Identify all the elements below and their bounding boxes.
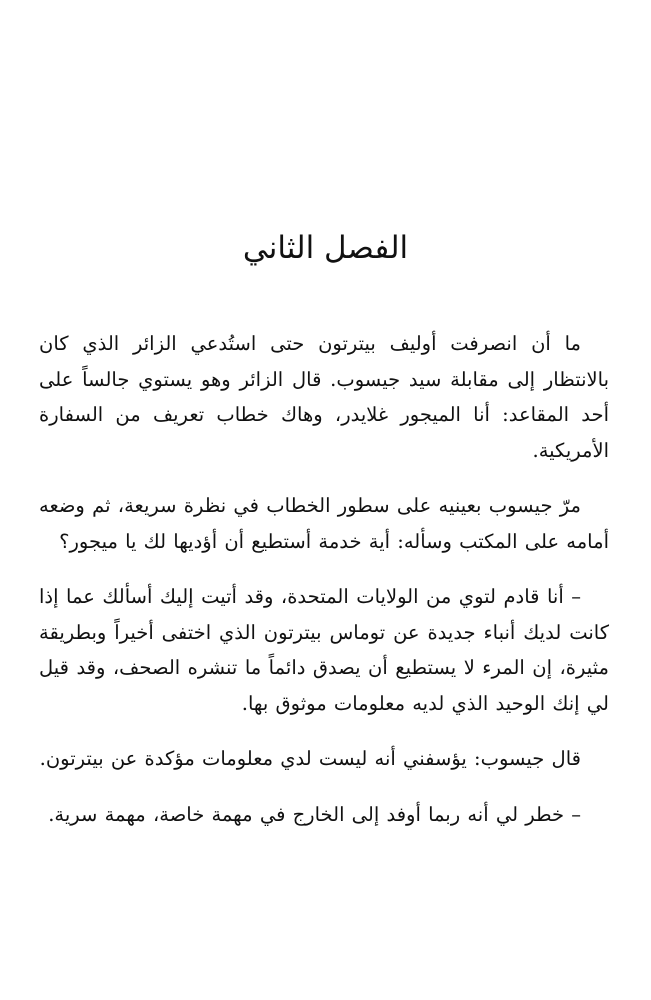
- chapter-body: [39, 326, 609, 852]
- paragraph-2: مرّ جيسوب بعينيه على سطور الخطاب في نظرة سريعة، ثم وضعه أمامه على المكتب وسأله: أية خدمة أستطيع أن أؤديها لك يا ميجور؟: [39, 494, 609, 553]
- paragraph-1: ما أن انصرفت أوليف بيترتون حتى استُدعي الزائر الذي كان بالانتظار إلى مقابلة سيد جيسوب. قال الزائر وهو يستوي جالساً على أحد المقاعد: أنا الميجور غلايدر، وهاك خطاب تعريف من السفارة الأمريكية.: [39, 332, 609, 462]
- paragraph-3: – أنا قادم لتوي من الولايات المتحدة، وقد أتيت إليك أسألك عما إذا كانت لديك أنباء جديدة عن توماس بيترتون الذي اختفى أخيراً وبطريقة مثيرة، إن المرء لا يستطيع أن يصدق دائماً ما تنشره الصحف، وقد قيل لي إنك الوحيد الذي لديه معلومات موثوق بها.: [39, 585, 609, 715]
- paragraph-4: قال جيسوب: يؤسفني أنه ليست لدي معلومات مؤكدة عن بيترتون.: [39, 747, 581, 770]
- paragraph-5: – خطر لي أنه ربما أوفد إلى الخارج في مهمة خاصة، مهمة سرية.: [48, 802, 581, 826]
- chapter-title: الفصل الثاني: [242, 230, 409, 266]
